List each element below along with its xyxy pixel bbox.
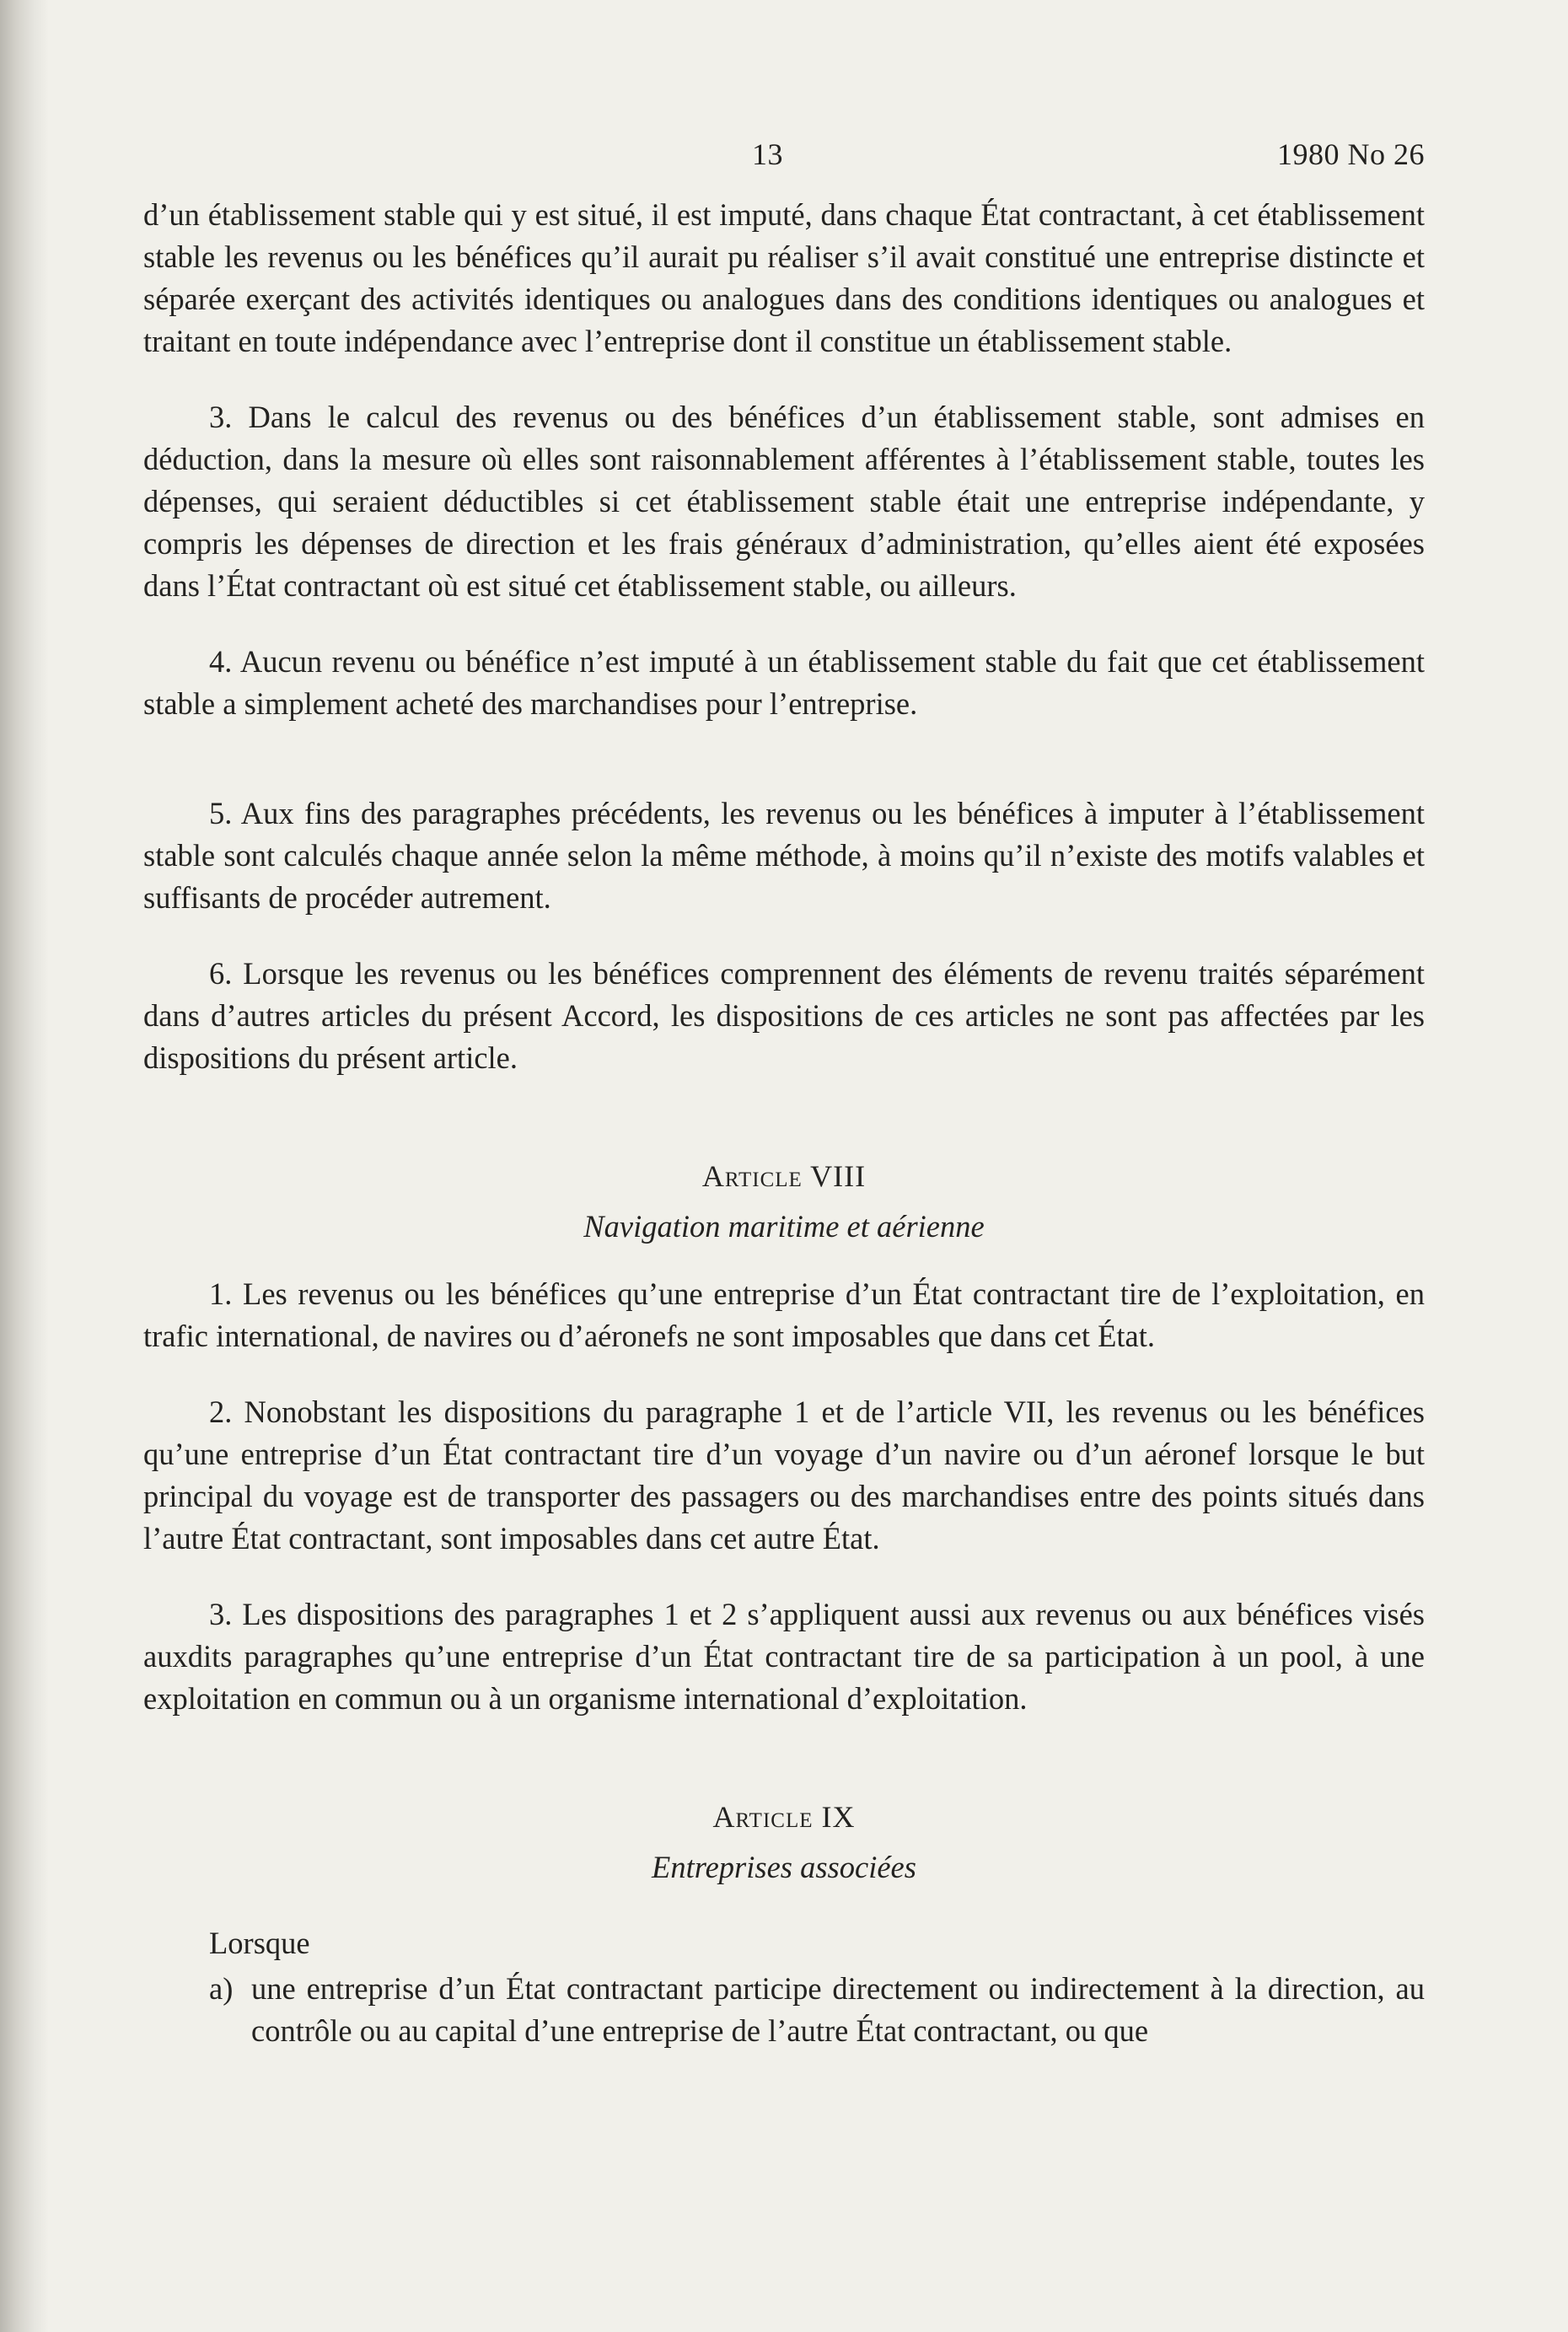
document-reference: 1980 No 26 [1277, 137, 1425, 171]
paragraph-3: 3. Dans le calcul des revenus ou des bénéfices d’un établissement stable, sont admises en déduction, dans la mesure où elles sont raisonnablement afférentes à l’établissement stable, toutes les dépenses, qui seraient déductibles si cet établissement stable était une entreprise indépendante, y compris les dépenses de direction et les frais généraux d’administration, qu’elles aient été exposées dans l’État contractant où est situé cet établissement stable, ou ailleurs. [143, 400, 1425, 603]
article-9-intro: Lorsque [209, 1926, 310, 1960]
paragraph-5: 5. Aux fins des paragraphes précédents, les revenus ou les bénéfices à imputer à l’établissement stable sont calculés chaque année selon la même méthode, à moins qu’il n’existe des motifs valables et suffisants de procéder autrement. [143, 796, 1425, 915]
paragraph-6: 6. Lorsque les revenus ou les bénéfices comprennent des éléments de revenu traités séparément dans d’autres articles du présent Accord, les dispositions de ces articles ne sont pas affectées par les dispositions du présent article. [143, 956, 1425, 1075]
article-8-paragraph-2: 2. Nonobstant les dispositions du paragraphe 1 et de l’article VII, les revenus ou les bénéfices qu’une entreprise d’un État contractant tire d’un voyage d’un navire ou d’un aéronef lorsque le but principal du voyage est de transporter des passagers ou des marchandises entre des points situés dans l’autre État contractant, sont imposables dans cet autre État. [143, 1394, 1425, 1556]
list-item [143, 1968, 1425, 2052]
document-page [143, 126, 1425, 2052]
list-item-marker: a) [209, 1971, 234, 2006]
page-header [143, 126, 1425, 194]
article-8-paragraph-1: 1. Les revenus ou les bénéfices qu’une entreprise d’un État contractant tire de l’exploitation, en trafic international, de navires ou d’aéronefs ne sont imposables que dans cet État. [143, 1276, 1425, 1353]
paragraph-4: 4. Aucun revenu ou bénéfice n’est imputé à un établissement stable du fait que cet établissement stable a simplement acheté des marchandises pour l’entreprise. [143, 644, 1425, 721]
article-8-subtitle: Navigation maritime et aérienne [583, 1209, 985, 1244]
page-number: 13 [752, 137, 783, 171]
page-binding-shadow [0, 0, 49, 2332]
list-item-text: une entreprise d’un État contractant participe directement ou indirectement à la direction, au contrôle ou au capital d’une entreprise de l’autre État contractant, ou que [251, 1971, 1425, 2048]
paragraph-continuation: d’un établissement stable qui y est situé, il est imputé, dans chaque État contractant, à cet établissement stable les revenus ou les bénéfices qu’il aurait pu réaliser s’il avait constitué une entreprise distincte et séparée exerçant des activités identiques ou analogues dans des conditions identiques ou analogues et traitant en toute indépendance avec l’entreprise dont il constitue un établissement stable. [143, 197, 1425, 358]
article-9-subtitle: Entreprises associées [652, 1850, 916, 1884]
article-9-heading [143, 1796, 1425, 1838]
article-8-heading [143, 1155, 1425, 1197]
article-9-title: Article IX [712, 1800, 856, 1834]
article-8-title: Article VIII [701, 1159, 867, 1193]
article-8-paragraph-3: 3. Les dispositions des paragraphes 1 et 2 s’appliquent aussi aux revenus ou aux bénéfices visés auxdits paragraphes qu’une entreprise d’un État contractant tire de sa participation à un pool, à une exploitation en commun ou à un organisme international d’exploitation. [143, 1597, 1425, 1716]
